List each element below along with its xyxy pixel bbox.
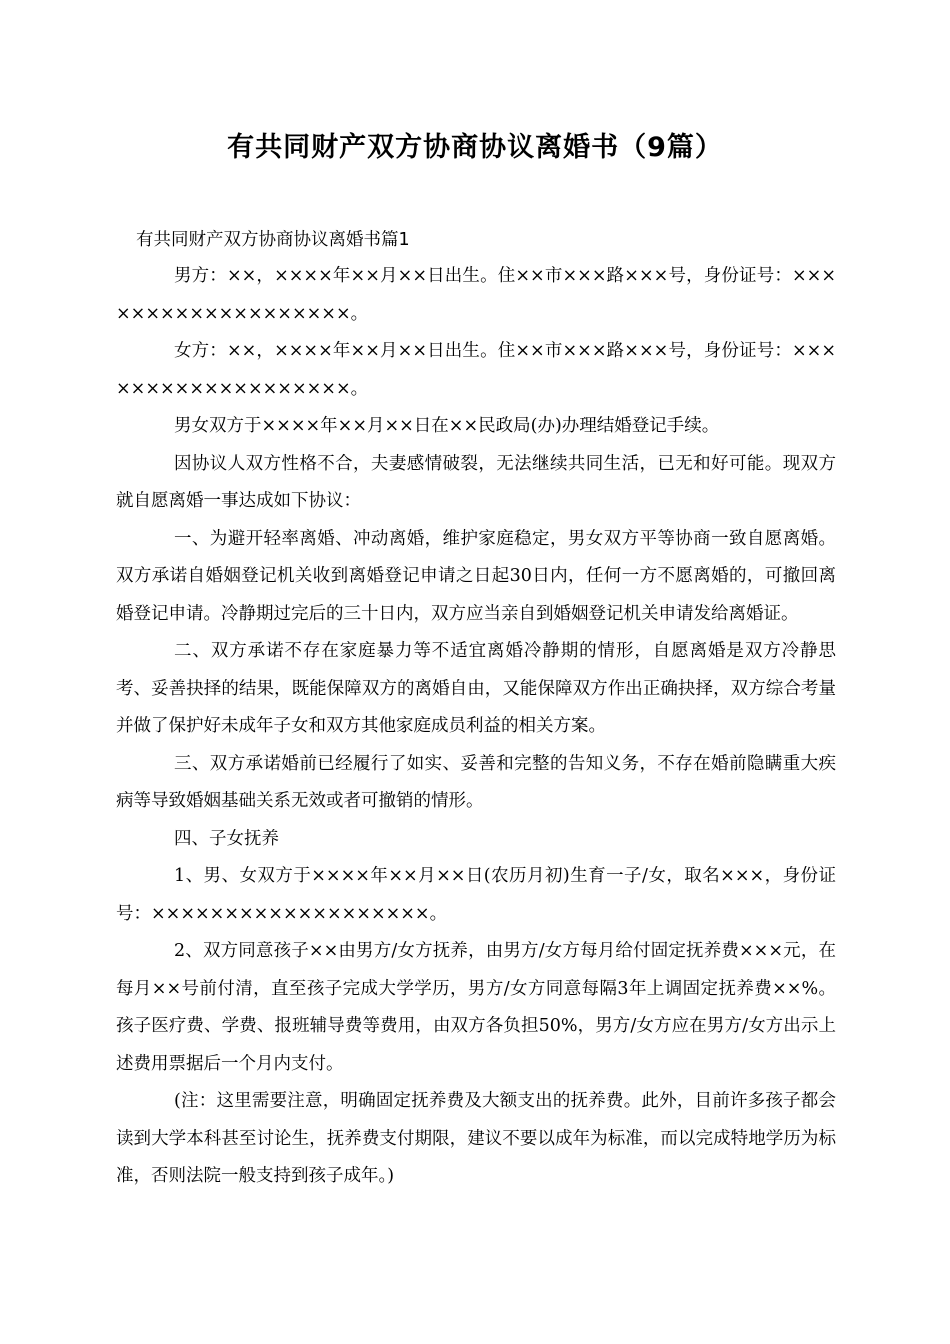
paragraph-clause-2: 二、双方承诺不存在家庭暴力等不适宜离婚冷静期的情形，自愿离婚是双方冷静思考、妥善抉择的结果，既能保障双方的离婚自由，又能保障双方作出正确抉择，双方综合考量并做了保护好未成年子女和双方其他家庭成员利益的相关方案。 bbox=[116, 641, 836, 736]
document-body bbox=[116, 258, 836, 1196]
section-heading: 有共同财产双方协商协议离婚书篇1 bbox=[136, 230, 410, 250]
paragraph-clause-1: 一、为避开轻率离婚、冲动离婚，维护家庭稳定，男女双方平等协商一致自愿离婚。双方承诺自婚姻登记机关收到离婚登记申请之日起30日内，任何一方不愿离婚的，可撤回离婚登记申请。冷静期过完后的三十日内，双方应当亲自到婚姻登记机关申请发给离婚证。 bbox=[116, 528, 836, 624]
paragraph-note: (注：这里需要注意，明确固定抚养费及大额支出的抚养费。此外，目前许多孩子都会读到大学本科甚至讨论生，抚养费支付期限，建议不要以成年为标准，而以完成特地学历为标准，否则法院一般支持到孩子成年。) bbox=[116, 1091, 836, 1186]
document-title: 有共同财产双方协商协议离婚书（9篇） bbox=[227, 132, 723, 163]
paragraph-male-party: 男方：××，××××年××月××日出生。住××市×××路×××号，身份证号：×××××××××××××××××××。 bbox=[116, 266, 836, 324]
paragraph-marriage-registration: 男女双方于××××年××月××日在××民政局(办)办理结婚登记手续。 bbox=[174, 416, 720, 436]
paragraph-female-party: 女方：××，××××年××月××日出生。住××市×××路×××号，身份证号：×××××××××××××××××××。 bbox=[116, 341, 836, 399]
paragraph-child-2: 2、双方同意孩子××由男方/女方抚养，由男方/女方每月给付固定抚养费×××元，在每月××号前付清，直至孩子完成大学学历，男方/女方同意每隔3年上调固定抚养费××%。孩子医疗费、学费、报班辅导费等费用，由双方各负担50%，男方/女方应在男方/女方出示上述费用票据后一个月内支付。 bbox=[116, 941, 836, 1074]
paragraph-clause-4-heading: 四、子女抚养 bbox=[174, 828, 279, 849]
paragraph-clause-3: 三、双方承诺婚前已经履行了如实、妥善和完整的告知义务，不存在婚前隐瞒重大疾病等导致婚姻基础关系无效或者可撤销的情形。 bbox=[116, 753, 836, 811]
paragraph-child-1: 1、男、女双方于××××年××月××日(农历月初)生育一子/女，取名×××，身份证号：×××××××××××××××××××。 bbox=[116, 866, 836, 924]
paragraph-reason: 因协议人双方性格不合，夫妻感情破裂，无法继续共同生活，已无和好可能。现双方就自愿离婚一事达成如下协议： bbox=[116, 453, 836, 511]
